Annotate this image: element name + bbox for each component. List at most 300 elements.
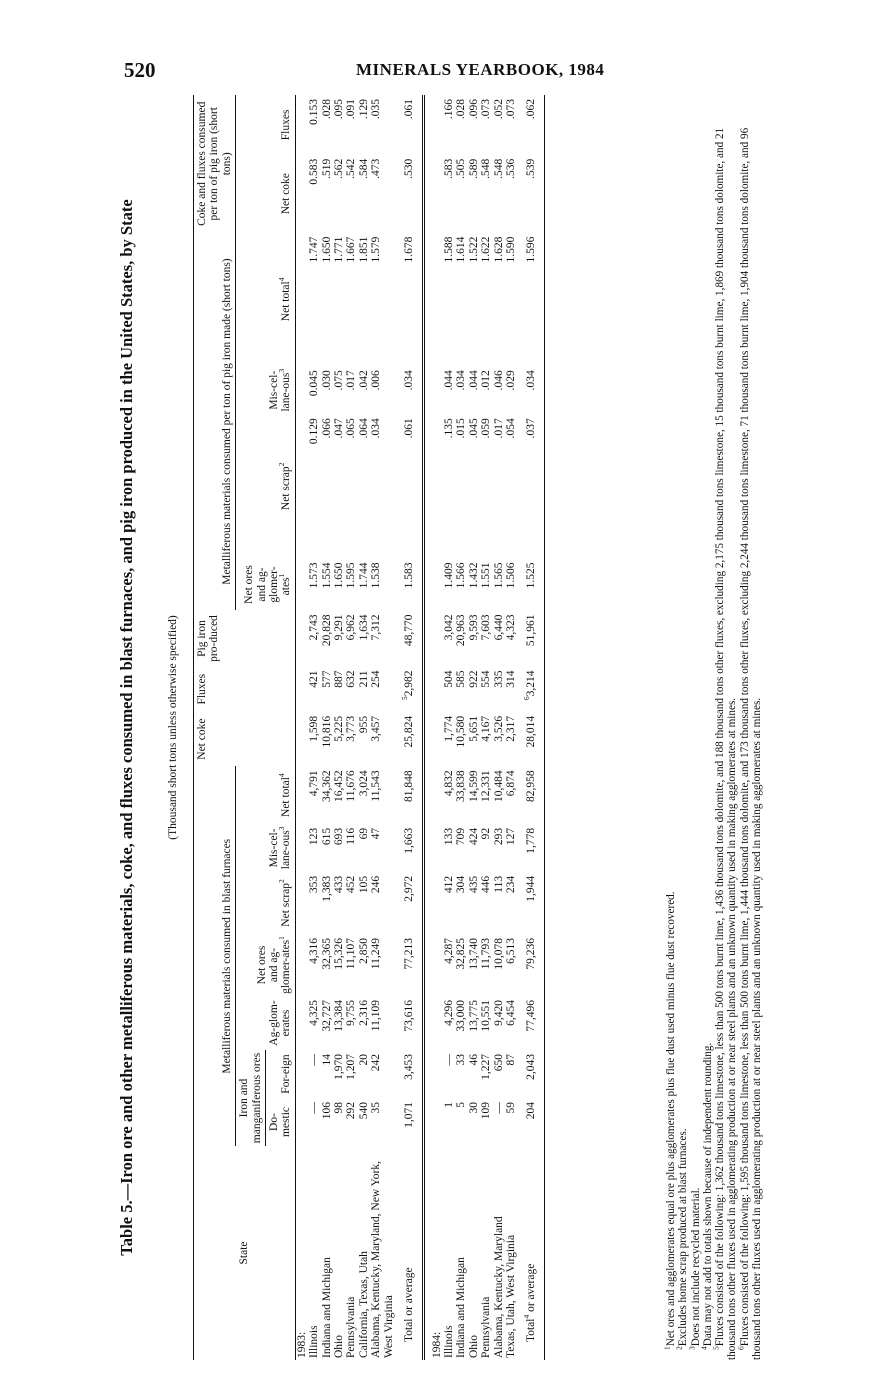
header-group-blast: Metalliferous materials consumed in blast furnaces [194, 766, 236, 1146]
cell-for: 20 [357, 1054, 370, 1066]
total-cell-p_misc: .034 [403, 370, 416, 391]
total-cell-c_coke: .530 [403, 158, 416, 179]
data-table [193, 95, 545, 1360]
cell-for: 242 [370, 1054, 383, 1072]
footnote-text: Excludes home scrap produced at blast furnaces. [677, 1128, 690, 1347]
cell-p_scrap: .064 [357, 418, 370, 439]
cell-c_coke: .583 [442, 158, 455, 179]
footnote-ref: 1 [277, 573, 287, 578]
total-cell-p_ore: 1.525 [517, 559, 544, 611]
total-cell-flux [517, 667, 544, 712]
total-cell-p_tot: 1.678 [403, 236, 416, 263]
cell-c_coke: .473 [370, 158, 383, 179]
header-group-per-ton: Metalliferous materials consumed per ton of pig iron made (short tons) [194, 233, 236, 611]
cell-agg: 4,325 [308, 1000, 321, 1026]
total-flux-value: 3,214 [525, 670, 538, 697]
footnote [711, 95, 739, 1360]
cell-nore: 32,825 [455, 938, 468, 970]
cell-flux: 504 [442, 670, 455, 688]
cell-p_ore: 1.432 [467, 562, 480, 589]
cell-c_flux: .129 [357, 99, 370, 120]
cell-ntot: 33,838 [455, 770, 468, 803]
cell-for: 33 [455, 1054, 468, 1066]
footnote-text: Fluxes consisted of the following: 1,595 thousand tons limestone, less than 500 tons burnt lime, 1,444 thousand tons dolomite, and 173 thousand tons other fluxes, excluding 2,244 thousand tons limestone, 71 thousand tons burnt lime, 1,904 thousand tons dolomite, and 96 thousand tons other fluxes used in agglomerating production at or near steel plants and an unknown quantity used in making agglomerates at mines. [738, 127, 764, 1360]
rotated-table-block [105, 95, 790, 1360]
header-group-ores: Iron and manganiferous ores [236, 1050, 266, 1146]
total-cell-c_flux: .062 [517, 95, 544, 155]
total-flux-value: 2,982 [403, 670, 416, 697]
cell-p_tot: 1.747 [308, 236, 321, 263]
header-net-scrap [236, 872, 296, 934]
cell-c_flux: .028 [320, 99, 333, 120]
cell-p_scrap: .066 [320, 418, 333, 439]
footnote-number: 1 [662, 1346, 672, 1350]
footnote-ref: 4 [277, 773, 287, 778]
cell-misc: 424 [467, 827, 480, 846]
cell-c_coke: .536 [504, 158, 517, 179]
cell-flux: 314 [504, 670, 517, 688]
header-pt-net-total-label: Net total [280, 281, 293, 322]
cell-p_ore: 1.565 [492, 562, 505, 589]
cell-p_misc: 0.045 [308, 370, 321, 397]
total-label-text: Total or average [403, 1267, 416, 1342]
cell-dom: 109 [480, 1102, 493, 1120]
table-title: Table 5.—Iron ore and other metalliferous materials, coke, and fluxes consumed in blast furnaces, and pig iron produced in the United States, by State [117, 199, 136, 1256]
cell-misc: 133 [442, 827, 455, 846]
cell-c_flux: 0.153 [308, 99, 321, 125]
cell-for: — [442, 1054, 455, 1066]
cell-p_ore: 1.506 [504, 562, 517, 589]
header-pt-misc [236, 366, 296, 414]
total-cell-dom: 204 [517, 1098, 544, 1146]
cell-for: 1,227 [480, 1054, 493, 1080]
cell-dom: — [492, 1102, 505, 1114]
cell-p_misc: .029 [504, 370, 517, 391]
table-row [468, 95, 480, 1360]
cell-scrap: 246 [370, 875, 383, 894]
total-cell-for: 2,043 [517, 1050, 544, 1098]
state-name: Alabama, Kentucky, Maryland, New York, West Virginia [370, 1161, 395, 1358]
cell-dom: 35 [370, 1102, 383, 1114]
total-cell-c_coke: .539 [517, 155, 544, 233]
table-row [345, 95, 357, 1360]
header-pt-misc-label: Mis-cel-lane-ous [268, 370, 293, 412]
table-row [493, 95, 505, 1360]
state-name: Illinois [308, 1325, 321, 1358]
cell-flux: 335 [492, 670, 505, 688]
cell-agg: 9,755 [345, 1000, 358, 1026]
year-label: 1984: [430, 1331, 443, 1358]
footnote-number: 6 [736, 1346, 746, 1350]
footnote [662, 95, 677, 1360]
total-cell-p_scrap: .037 [517, 414, 544, 558]
cell-p_tot: 1.667 [345, 236, 358, 263]
cell-p_tot: 1.622 [480, 236, 493, 263]
cell-misc: 709 [455, 827, 468, 846]
footnote-ref: 4 [277, 277, 287, 282]
table-row [505, 95, 517, 1360]
cell-p_tot: 1.522 [467, 236, 480, 263]
cell-p_misc: .042 [357, 370, 370, 391]
cell-coke: 10,816 [320, 715, 333, 748]
cell-coke: 4,167 [480, 715, 493, 742]
table-row [370, 95, 395, 1360]
cell-for: 87 [504, 1054, 517, 1066]
cell-scrap: 234 [504, 875, 517, 894]
state-name: Ohio [333, 1335, 346, 1358]
cell-c_coke: 0.583 [308, 158, 321, 185]
cell-p_scrap: .065 [345, 418, 358, 439]
footnote-ref: 5 [400, 696, 410, 701]
header-pt-net-scrap [236, 414, 296, 558]
total-cell-p_tot: 1.596 [517, 233, 544, 367]
cell-for: 14 [320, 1054, 333, 1066]
cell-coke: 10,580 [455, 715, 468, 748]
cell-pig: 2,743 [308, 614, 321, 641]
cell-p_misc: .034 [455, 370, 468, 391]
cell-c_coke: .589 [467, 158, 480, 179]
total-cell-coke: 25,824 [403, 715, 416, 748]
total-cell-misc: 1,663 [403, 827, 416, 854]
cell-agg: 13,775 [467, 1000, 480, 1032]
cell-p_tot: 1.590 [504, 236, 517, 263]
cell-nore: 6,513 [504, 938, 517, 964]
table-row [333, 95, 345, 1360]
cell-for: — [308, 1054, 321, 1066]
cell-p_tot: 1.579 [370, 236, 383, 263]
cell-c_coke: .584 [357, 158, 370, 179]
footnote [699, 95, 714, 1360]
cell-misc: 92 [480, 827, 493, 840]
header-cf-net-coke: Net coke [236, 155, 296, 233]
cell-ntot: 14,599 [467, 770, 480, 803]
total-cell-agg: 73,616 [403, 1000, 416, 1032]
cell-pig: 1,634 [357, 614, 370, 641]
cell-p_tot: 1.614 [455, 236, 468, 263]
cell-misc: 693 [333, 827, 346, 846]
cell-coke: 2,317 [504, 715, 517, 742]
cell-pig: 9,291 [333, 614, 346, 641]
state-name: Alabama, Kentucky, Maryland [492, 1216, 505, 1358]
state-name: Ohio [467, 1335, 480, 1358]
cell-misc: 127 [504, 827, 517, 846]
header-net-scrap-label: Net scrap [280, 882, 293, 927]
cell-p_tot: 1.628 [492, 236, 505, 263]
cell-flux: 632 [345, 670, 358, 688]
total-cell-ntot: 82,958 [517, 766, 544, 824]
cell-flux: 585 [455, 670, 468, 688]
cell-coke: 1,774 [442, 715, 455, 742]
state-name: Illinois [442, 1325, 455, 1358]
cell-ntot: 4,832 [442, 770, 455, 797]
cell-c_coke: .505 [455, 158, 468, 179]
year-heading-row [431, 95, 443, 1360]
total-cell-p_ore: 1.583 [403, 562, 416, 589]
footnote-text: Does not include recycled material. [689, 1187, 702, 1347]
cell-p_scrap: .015 [455, 418, 468, 439]
cell-nore: 10,078 [492, 938, 505, 970]
total-cell-misc: 1,778 [517, 824, 544, 872]
cell-dom: 106 [320, 1102, 333, 1120]
total-cell-ntot: 81,848 [403, 770, 416, 803]
cell-pig: 9,593 [467, 614, 480, 641]
cell-p_scrap: .059 [480, 418, 493, 439]
cell-pig: 4,323 [504, 614, 517, 641]
total-cell-c_flux: .061 [403, 99, 416, 120]
cell-nore: 4,287 [442, 938, 455, 964]
footnote [674, 95, 690, 1360]
cell-nore: 11,249 [370, 938, 383, 970]
cell-c_coke: .548 [492, 158, 505, 179]
cell-c_flux: .028 [455, 99, 468, 120]
header-pt-net-ores-label: Net ores and ag-glomer-ates [243, 565, 293, 604]
cell-ntot: 4,791 [308, 770, 321, 797]
cell-dom: 1 [442, 1102, 455, 1108]
header-net-total-label: Net total [280, 777, 293, 817]
footnote [736, 95, 764, 1360]
cell-p_ore: 1.744 [357, 562, 370, 589]
table-row [480, 95, 492, 1360]
header-pt-net-total [236, 233, 296, 367]
cell-scrap: 435 [467, 875, 480, 894]
header-misc [236, 824, 296, 872]
table-row [321, 95, 333, 1360]
cell-nore: 11,793 [480, 938, 493, 970]
cell-ntot: 16,452 [333, 770, 346, 803]
footnote-ref: 3 [277, 368, 287, 373]
footnote-ref: 2 [277, 462, 287, 467]
cell-dom: 540 [357, 1102, 370, 1120]
cell-for: 46 [467, 1054, 480, 1066]
state-name: California, Texas, Utah [357, 1251, 370, 1358]
cell-pig: 6,962 [345, 614, 358, 641]
footnote-ref: 3 [277, 826, 287, 831]
total-cell-pig: 51,961 [517, 611, 544, 667]
total-cell-nore: 79,236 [517, 934, 544, 996]
page-number: 520 [124, 58, 156, 82]
cell-p_ore: 1.538 [370, 562, 383, 589]
header-pig-iron: Pig iron pro-duced [194, 611, 296, 667]
cell-nore: 4,316 [308, 938, 321, 964]
total-row [517, 95, 544, 1360]
total-cell-dom: 1,071 [403, 1102, 416, 1128]
cell-scrap: 105 [357, 875, 370, 894]
year-label: 1983: [295, 1331, 308, 1358]
header-agglomerates: Ag-glom-erates [236, 996, 296, 1050]
cell-c_coke: .542 [345, 158, 358, 179]
footnote-number: 2 [674, 1346, 684, 1350]
cell-coke: 5,651 [467, 715, 480, 742]
total-cell-p_scrap: .061 [403, 418, 416, 439]
state-name: Pennsylvania [345, 1296, 358, 1358]
total-label-suffix: or average [525, 1263, 538, 1315]
cell-nore: 32,365 [320, 938, 333, 970]
cell-p_ore: 1.551 [480, 562, 493, 589]
cell-agg: 33,000 [455, 1000, 468, 1032]
total-cell-coke: 28,014 [517, 712, 544, 767]
cell-misc: 69 [357, 827, 370, 840]
cell-dom: 5 [455, 1102, 468, 1108]
footnote [686, 95, 702, 1360]
cell-coke: 1,598 [308, 715, 321, 742]
state-name: Indiana and Michigan [320, 1257, 333, 1358]
cell-flux: 211 [357, 670, 370, 688]
cell-scrap: 113 [492, 875, 505, 893]
total-cell-p_misc: .034 [517, 366, 544, 414]
cell-c_flux: .096 [467, 99, 480, 120]
table-row [308, 95, 320, 1360]
state-name: Indiana and Michigan [455, 1257, 468, 1358]
state-name: Texas, Utah, West Virginia [504, 1234, 517, 1358]
header-group-coke: Coke and fluxes consumed per ton of pig iron (short tons) [194, 95, 236, 233]
cell-p_misc: .044 [442, 370, 455, 391]
table-row [443, 95, 455, 1360]
cell-nore: 11,107 [345, 938, 358, 970]
cell-ntot: 11,676 [345, 770, 358, 802]
cell-pig: 3,042 [442, 614, 455, 641]
total-cell-scrap: 2,972 [403, 875, 416, 902]
cell-p_tot: 1.650 [320, 236, 333, 263]
cell-c_flux: .073 [480, 99, 493, 120]
cell-ntot: 6,874 [504, 770, 517, 797]
cell-dom: 30 [467, 1102, 480, 1114]
footnote-text: Fluxes consisted of the following: 1,362 thousand tons limestone, less than 500 tons burnt lime, 1,436 thousand tons dolomite, and 188 thousand tons other fluxes, excluding 2,175 thousand tons limestone, 15 thousand tons burnt lime, 1,869 thousand tons dolomite, and 21 thousand tons other fluxes used in agglomerating production at or near steel plants and an unknown quantity used in making agglomerates at mines. [714, 127, 739, 1360]
cell-misc: 116 [345, 827, 358, 845]
state-name: Pennsylvania [480, 1296, 493, 1358]
cell-p_ore: 1.650 [333, 562, 346, 589]
cell-agg: 13,384 [333, 1000, 346, 1032]
header-fluxes: Fluxes [194, 667, 296, 712]
cell-c_flux: .095 [333, 99, 346, 120]
cell-p_ore: 1.595 [345, 562, 358, 589]
cell-p_scrap: .034 [370, 418, 383, 439]
cell-dom: 59 [504, 1102, 517, 1114]
footnote-ref: 4 [522, 1314, 532, 1319]
cell-scrap: 446 [480, 875, 493, 894]
total-cell-pig: 48,770 [403, 614, 416, 647]
table-subtitle: (Thousand short tons unless otherwise specified) [167, 615, 179, 840]
cell-p_scrap: .045 [467, 418, 480, 439]
year-heading-row [295, 95, 308, 1360]
header-cf-fluxes: Fluxes [236, 95, 296, 155]
cell-p_misc: .030 [320, 370, 333, 391]
cell-c_flux: .035 [370, 99, 383, 120]
cell-p_scrap: .017 [492, 418, 505, 439]
header-net-ores [236, 934, 296, 996]
total-cell-for: 3,453 [403, 1054, 416, 1080]
total-cell-flux [395, 667, 423, 712]
footnote-ref: 2 [277, 879, 287, 883]
cell-flux: 887 [333, 670, 346, 688]
footnote-number: 4 [699, 1346, 709, 1350]
cell-misc: 293 [492, 827, 505, 846]
cell-flux: 554 [480, 670, 493, 688]
cell-dom: 292 [345, 1102, 358, 1120]
cell-flux: 922 [467, 670, 480, 688]
cell-scrap: 433 [333, 875, 346, 894]
total-cell-agg: 77,496 [517, 996, 544, 1050]
header-misc-label: Mis-cel-lane-ous [268, 828, 293, 870]
cell-for: 1,207 [345, 1054, 358, 1080]
cell-coke: 955 [357, 715, 370, 734]
cell-flux: 254 [370, 670, 383, 688]
header-state: State [194, 1146, 296, 1360]
cell-nore: 15,326 [333, 938, 346, 970]
footnote-number: 3 [686, 1346, 696, 1350]
cell-agg: 6,454 [504, 1000, 517, 1026]
separator-cell [423, 95, 431, 1360]
cell-agg: 4,296 [442, 1000, 455, 1026]
cell-c_coke: .519 [320, 158, 333, 179]
header-domestic: Do-mestic [266, 1098, 296, 1146]
cell-scrap: 1,383 [320, 875, 333, 902]
cell-p_misc: .017 [345, 370, 358, 391]
cell-p_misc: .012 [480, 370, 493, 391]
cell-nore: 2,850 [357, 938, 370, 964]
table-row [455, 95, 467, 1360]
header-foreign: For-eign [266, 1050, 296, 1098]
total-row [395, 95, 423, 1360]
total-cell-nore: 77,213 [403, 938, 416, 970]
cell-coke: 3,526 [492, 715, 505, 742]
total-label [395, 1146, 423, 1360]
cell-coke: 3,773 [345, 715, 358, 742]
footnotes [662, 95, 764, 1360]
cell-p_tot: 1.588 [442, 236, 455, 263]
header-net-total [236, 766, 296, 824]
cell-p_ore: 1.554 [320, 562, 333, 589]
running-head: MINERALS YEARBOOK, 1984 [356, 60, 605, 79]
footnote-text: Data may not add to totals shown because of independent rounding. [701, 1042, 714, 1347]
footnote-ref: 6 [522, 696, 532, 701]
cell-p_tot: 1.851 [357, 236, 370, 263]
cell-agg: 32,727 [320, 1000, 333, 1032]
cell-coke: 5,225 [333, 715, 346, 742]
footnote-ref: 1 [277, 936, 287, 940]
cell-ntot: 10,484 [492, 770, 505, 803]
cell-ntot: 11,543 [370, 770, 383, 802]
cell-p_ore: 1.566 [455, 562, 468, 589]
total-label-text: Total [525, 1318, 538, 1342]
cell-dom: 98 [333, 1102, 346, 1114]
cell-p_scrap: .135 [442, 418, 455, 439]
cell-flux: 577 [320, 670, 333, 688]
cell-p_ore: 1.573 [308, 562, 321, 589]
cell-misc: 47 [370, 827, 383, 840]
header-net-coke: Net coke [194, 712, 296, 767]
header-pt-net-ores [236, 559, 296, 611]
cell-c_flux: .073 [504, 99, 517, 120]
cell-for: 650 [492, 1054, 505, 1072]
cell-agg: 10,551 [480, 1000, 493, 1032]
total-cell-scrap: 1,944 [517, 872, 544, 934]
footnote-text: Net ores and agglomerates equal ore plus agglomerates plus flue dust used minus flue dust recovered. [665, 891, 677, 1347]
cell-p_scrap: .047 [333, 418, 346, 439]
cell-for: 1,970 [333, 1054, 346, 1080]
cell-c_coke: .562 [333, 158, 346, 179]
cell-agg: 2,316 [357, 1000, 370, 1026]
cell-p_misc: .046 [492, 370, 505, 391]
cell-nore: 13,740 [467, 938, 480, 970]
cell-coke: 3,457 [370, 715, 383, 742]
cell-scrap: 452 [345, 875, 358, 894]
cell-c_flux: .091 [345, 99, 358, 120]
cell-scrap: 353 [308, 875, 321, 894]
year-separator [423, 95, 431, 1360]
cell-pig: 7,312 [370, 614, 383, 641]
cell-pig: 7,603 [480, 614, 493, 641]
cell-agg: 9,420 [492, 1000, 505, 1026]
